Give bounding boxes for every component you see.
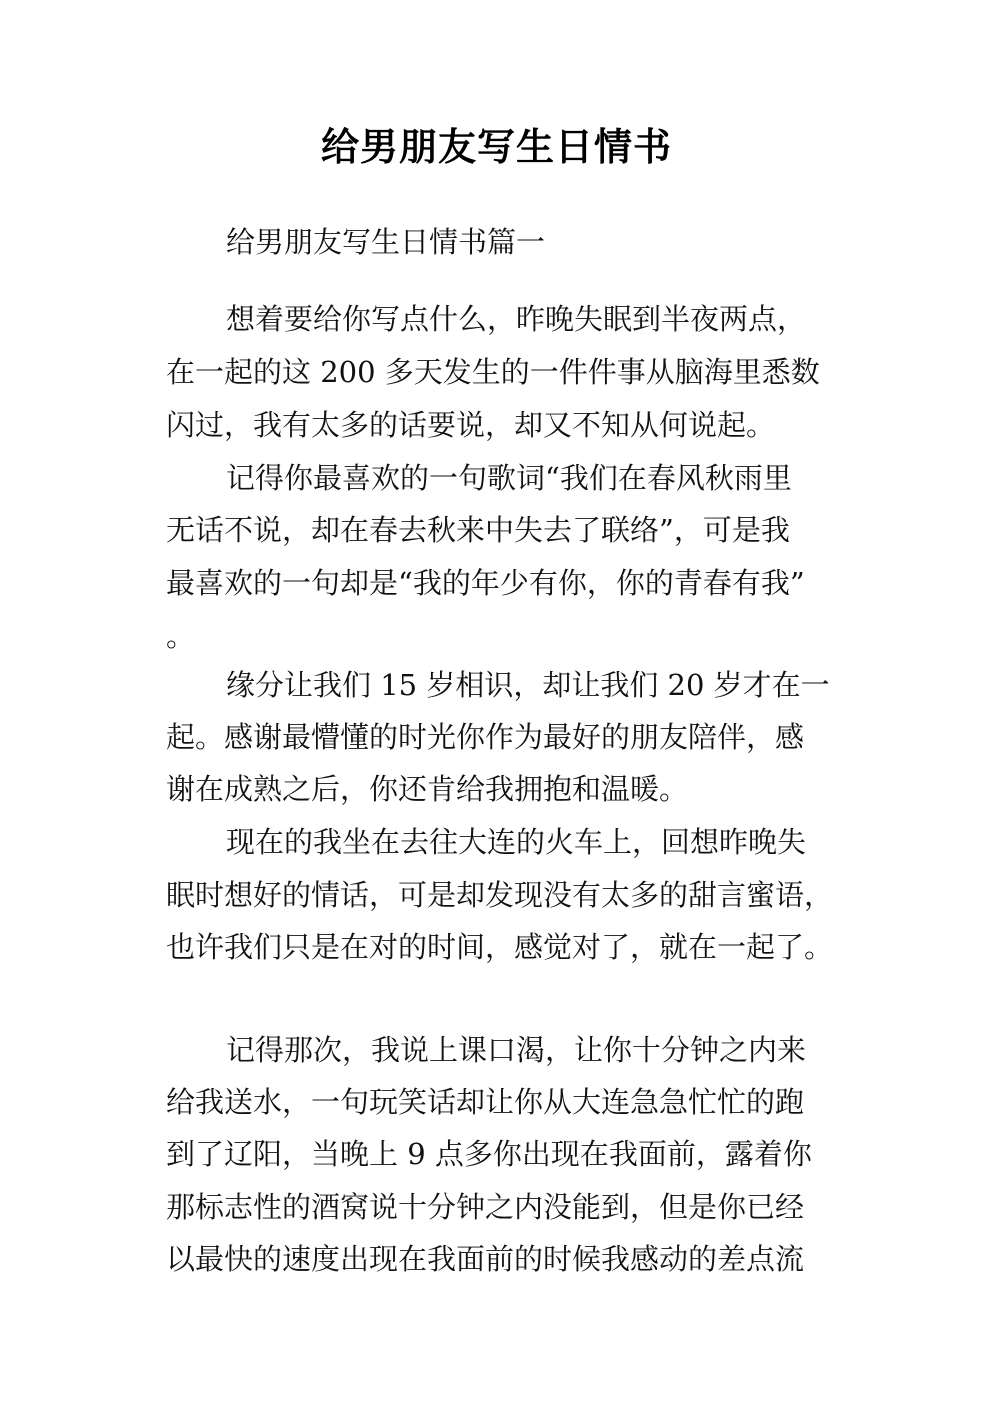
paragraph-line: 也许我们只是在对的时间，感觉对了，就在一起了。 [166, 930, 834, 964]
paragraph-line: 记得那次，我说上课口渴，让你十分钟之内来 [226, 1033, 807, 1067]
paragraph-line: 想着要给你写点什么，昨晚失眠到半夜两点， [226, 302, 807, 336]
paragraph-line: 记得你最喜欢的一句歌词“我们在春风秋雨里 [226, 461, 792, 495]
paragraph-line: 以最快的速度出现在我面前的时候我感动的差点流 [166, 1242, 805, 1276]
paragraph-line: 在一起的这 200 多天发生的一件件事从脑海里悉数 [166, 355, 820, 389]
paragraph-line: 谢在成熟之后，你还肯给我拥抱和温暖。 [166, 772, 689, 806]
paragraph-line: 那标志性的酒窝说十分钟之内没能到，但是你已经 [166, 1190, 805, 1224]
paragraph-line: 闪过，我有太多的话要说，却又不知从何说起。 [166, 408, 776, 442]
paragraph-line: 到了辽阳，当晚上 9 点多你出现在我面前，露着你 [166, 1137, 812, 1171]
paragraph-line: 现在的我坐在去往大连的火车上，回想昨晚失 [226, 825, 807, 859]
section-heading: 给男朋友写生日情书篇一 [226, 225, 546, 259]
paragraph-line: 缘分让我们 15 岁相识，却让我们 20 岁才在一 [226, 668, 830, 702]
paragraph-line: 起。感谢最懵懂的时光你作为最好的朋友陪伴，感 [166, 720, 805, 754]
paragraph-line: 给我送水，一句玩笑话却让你从大连急急忙忙的跑 [166, 1085, 805, 1119]
paragraph-line: 无话不说，却在春去秋来中失去了联络”，可是我 [166, 513, 790, 547]
paragraph-line: 。 [166, 619, 196, 653]
document-title: 给男朋友写生日情书 [320, 125, 672, 169]
paragraph-line: 眠时想好的情话，可是却发现没有太多的甜言蜜语， [166, 878, 834, 912]
paragraph-line: 最喜欢的一句却是“我的年少有你，你的青春有我” [166, 566, 805, 600]
